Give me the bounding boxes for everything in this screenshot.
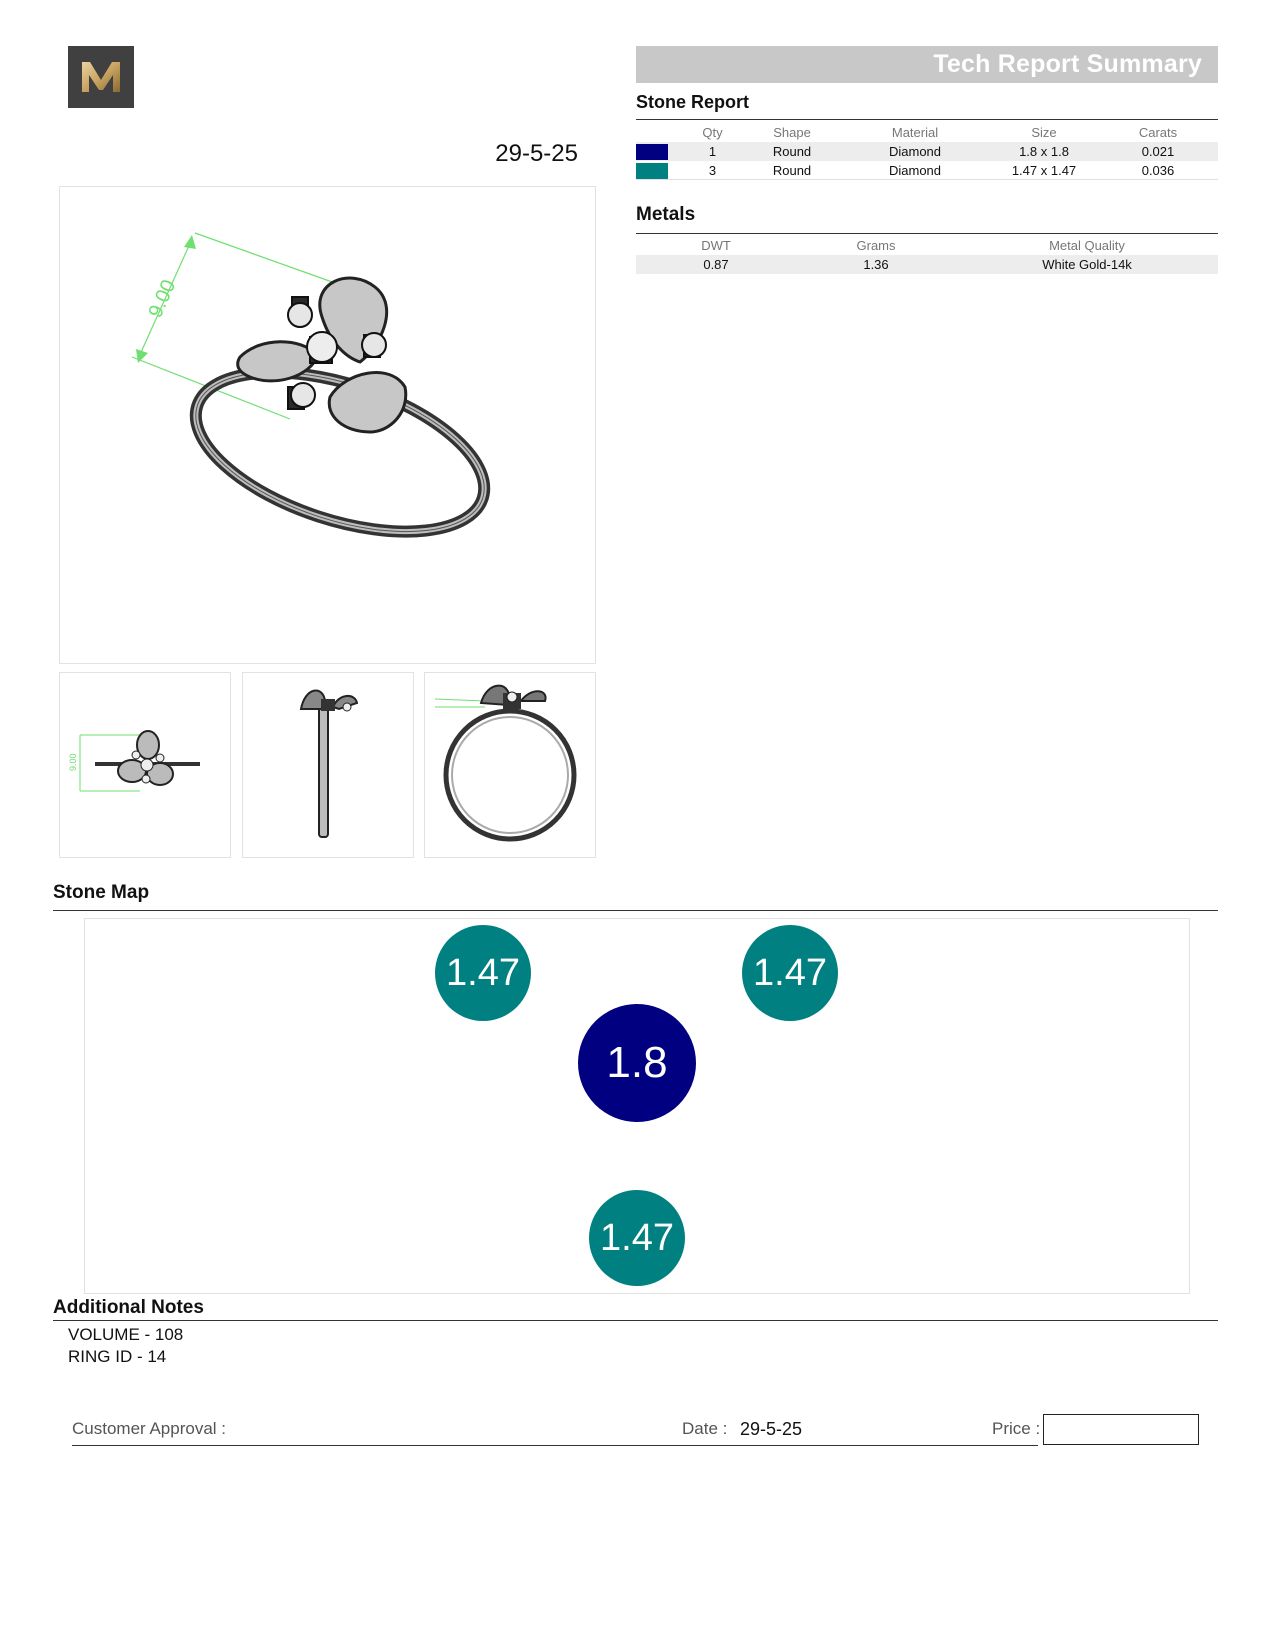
stone-report-table [636,122,1218,180]
metal-dwt: 0.87 [636,255,796,274]
notes-body [68,1324,183,1368]
col-dwt: DWT [701,237,731,253]
stone-color-swatch [636,144,668,160]
customer-approval-label: Customer Approval : [72,1419,227,1438]
col-qty: Qty [702,124,723,140]
stone-color-swatch [636,163,668,179]
stone-carats: 0.021 [1098,142,1218,161]
main-dimension-label: 9.00 [144,276,181,322]
ring-side-view [242,672,414,858]
stone-marker: 1.8 [578,1004,696,1122]
stone-marker: 1.47 [589,1190,685,1286]
approval-line [72,1445,1038,1446]
stone-material: Diamond [840,142,990,161]
stone-report-rule [636,119,1218,120]
ring-front-view [424,672,596,858]
date-value: 29-5-25 [740,1419,803,1439]
col-metal-quality: Metal Quality [1049,237,1125,253]
col-carats: Carats [1138,124,1178,140]
table-row [636,255,1218,274]
table-row [636,161,1218,180]
stone-map [84,918,1190,1294]
notes-rule [53,1320,1218,1321]
col-grams: Grams [856,237,896,253]
stone-size: 1.47 x 1.47 [1011,163,1077,178]
stone-qty: 3 [708,163,717,178]
col-shape: Shape [773,124,811,140]
note-line: RING ID - 14 [68,1347,167,1366]
metals-title: Metals [636,204,696,225]
report-title: Tech Report Summary [933,50,1202,78]
header-date: 29-5-25 [495,140,578,167]
table-row [636,142,1218,161]
metal-grams: 1.36 [796,255,956,274]
price-input[interactable] [1043,1414,1199,1445]
col-material: Material [891,124,939,140]
report-title-banner [636,46,1218,83]
metals-table [636,235,1218,274]
stone-map-title: Stone Map [53,882,150,903]
front-dimension-label: 9.00 [68,753,78,771]
note-line: VOLUME - 108 [68,1325,184,1344]
stone-map-rule [53,910,1218,911]
stone-carats: 0.036 [1141,163,1175,178]
m-logo-icon [68,46,134,108]
metals-rule [636,233,1218,234]
stone-size: 1.8 x 1.8 [990,142,1098,161]
ring-perspective-view [59,186,596,664]
col-size: Size [1031,124,1057,140]
stone-shape: Round [772,163,812,178]
metal-quality: White Gold-14k [956,255,1218,274]
date-label: Date : [682,1419,728,1438]
stone-shape: Round [744,142,840,161]
ring-top-view [59,672,231,858]
stone-material: Diamond [888,163,942,178]
stone-qty: 1 [681,142,744,161]
stone-marker: 1.47 [435,925,531,1021]
price-label: Price : [992,1419,1041,1438]
stone-marker: 1.47 [742,925,838,1021]
stone-report-title: Stone Report [636,92,750,112]
notes-title: Additional Notes [53,1297,204,1318]
